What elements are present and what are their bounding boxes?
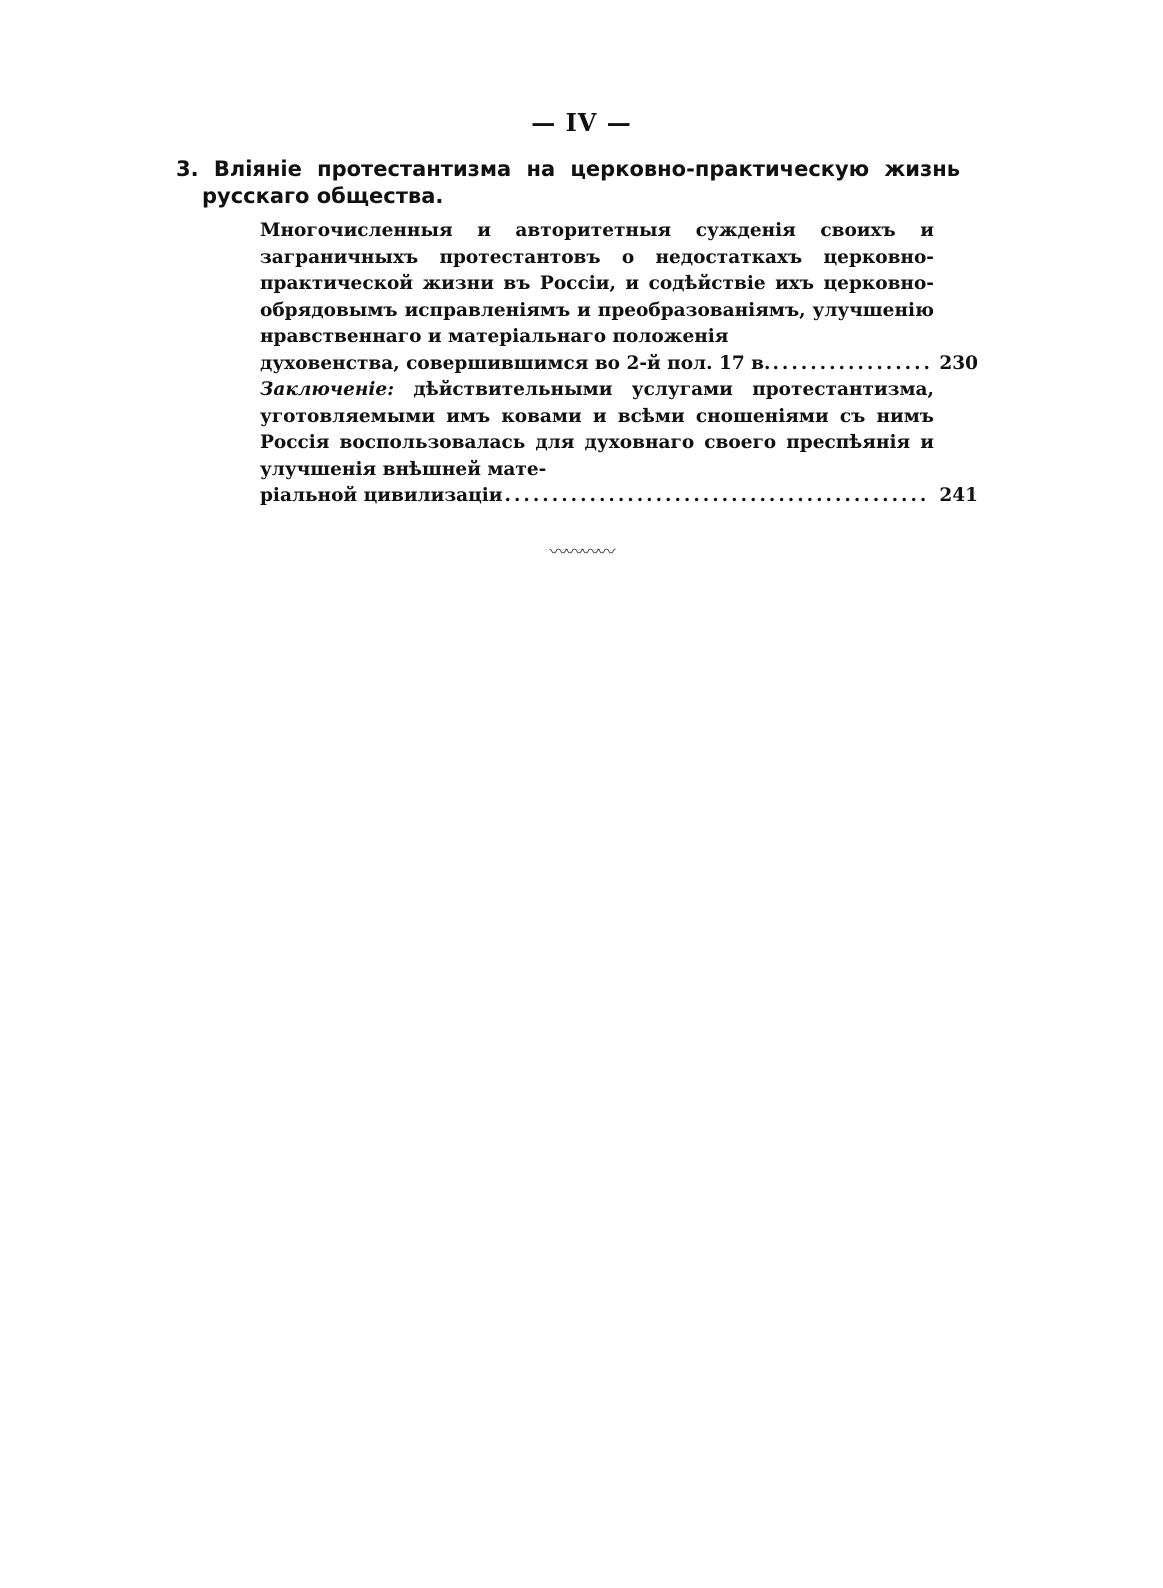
entry-lead-in: Заключеніе: xyxy=(260,379,395,400)
toc-entry xyxy=(260,218,978,377)
entry-last-line-text: ріальной цивилизаціи xyxy=(260,485,503,506)
section-heading: 3. Вліяніе протестантизма на церковно-практическую жизнь русскаго общества. xyxy=(176,157,960,208)
entry-last-line-text: духовенства, совершившимся во 2-й пол. 17 в. xyxy=(260,352,771,374)
entry-body: дѣйствительными услугами протестантизма, уготовляемыми имъ ковами и всѣми сношеніями съ нимъ Россія воспользовалась для духовнаго своего преспѣянія и улучшенія внѣшней мате- xyxy=(260,379,934,480)
page-number: — IV — xyxy=(531,108,632,137)
toc-section xyxy=(176,156,976,510)
entry-text xyxy=(260,218,934,351)
end-ornament: 〰〰〰〰 xyxy=(549,542,614,563)
dot-leader xyxy=(505,483,930,510)
page-reference: 230 xyxy=(939,352,978,374)
entry-last-line xyxy=(260,483,934,510)
dot-leader xyxy=(772,351,930,378)
toc-entry xyxy=(260,377,978,510)
entry-text xyxy=(260,377,934,483)
entry-body: Многочисленныя и авторитетныя сужденія своихъ и заграничныхъ протестантовъ о недостаткахъ церковно-практической жизни въ Россіи, и содѣйствіе ихъ церковно-обрядовымъ исправленіямъ и преобразованіямъ, улучшенію нравственнаго и матеріальнаго положенія xyxy=(260,220,934,347)
page-reference: 241 xyxy=(939,485,978,506)
entry-last-line xyxy=(260,351,934,378)
